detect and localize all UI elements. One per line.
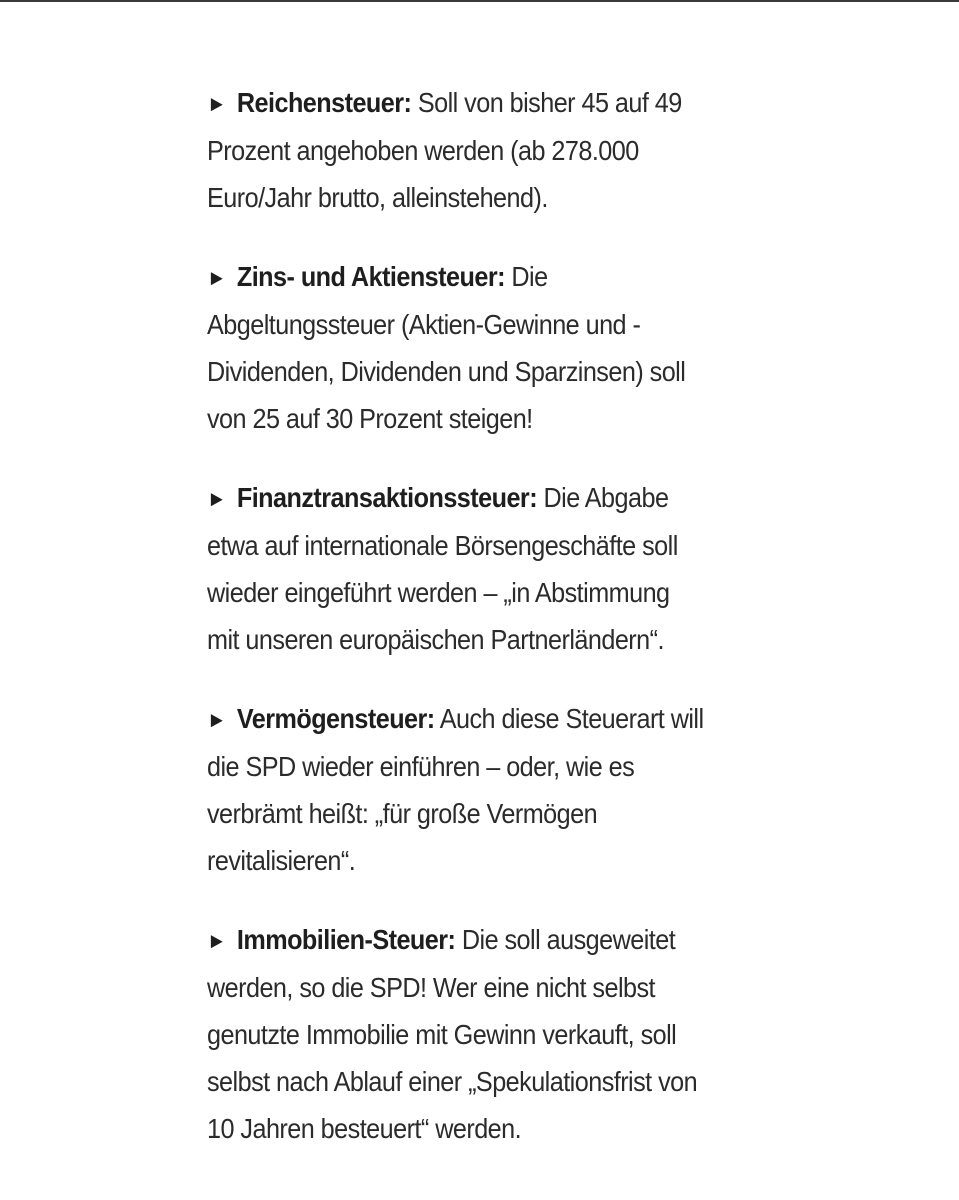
item-line: Abgeltungssteuer (Aktien-Gewinne und -	[207, 309, 641, 340]
item-line: etwa auf internationale Börsengeschäfte soll	[207, 530, 678, 561]
item-line: selbst nach Ablauf einer „Spekulationsfrist von	[207, 1066, 698, 1097]
item-first-line	[207, 916, 827, 964]
item-text: Die	[504, 261, 548, 292]
item-line: revitalisieren“.	[207, 845, 356, 876]
list-item-reichensteuer	[207, 79, 827, 221]
triangle-bullet-icon: ►	[207, 928, 227, 953]
list-item-finanztransaktionssteuer	[207, 474, 827, 663]
item-term: Finanztransaktionssteuer:	[236, 482, 538, 513]
item-term: Immobilien-Steuer:	[236, 924, 456, 955]
item-first-line	[207, 474, 827, 522]
list-item-vermoegensteuer	[207, 695, 827, 884]
triangle-bullet-icon: ►	[207, 486, 227, 511]
list-item-immobilien-steuer	[207, 916, 827, 1152]
item-line: verbrämt heißt: „für große Vermögen	[207, 798, 598, 829]
item-first-line	[207, 253, 827, 301]
item-text: Soll von bisher 45 auf 49	[411, 87, 682, 118]
item-line: die SPD wieder einführen – oder, wie es	[207, 751, 635, 782]
item-text: Die soll ausgeweitet	[455, 924, 676, 955]
top-divider	[0, 0, 959, 2]
item-line: Prozent angehoben werden (ab 278.000	[207, 135, 639, 166]
item-line: wieder eingeführt werden – „in Abstimmung	[207, 577, 670, 608]
item-term: Zins- und Aktiensteuer:	[236, 261, 505, 292]
item-first-line	[207, 79, 827, 127]
item-text: Die Abgabe	[537, 482, 669, 513]
item-line: Dividenden, Dividenden und Sparzinsen) soll	[207, 356, 686, 387]
item-first-line	[207, 695, 827, 743]
item-line: werden, so die SPD! Wer eine nicht selbst	[207, 972, 656, 1003]
triangle-bullet-icon: ►	[207, 265, 227, 290]
triangle-bullet-icon: ►	[207, 707, 227, 732]
item-term: Vermögensteuer:	[236, 703, 435, 734]
item-term: Reichensteuer:	[236, 87, 412, 118]
triangle-bullet-icon: ►	[207, 91, 227, 116]
item-line: genutzte Immobilie mit Gewinn verkauft, soll	[207, 1019, 677, 1050]
item-line: mit unseren europäischen Partnerländern“.	[207, 624, 664, 655]
item-text: Auch diese Steuerart will	[434, 703, 704, 734]
list-item-zins-aktiensteuer	[207, 253, 827, 442]
tax-list	[207, 79, 827, 1152]
item-line: Euro/Jahr brutto, alleinstehend).	[207, 182, 548, 213]
item-line: 10 Jahren besteuert“ werden.	[207, 1113, 522, 1144]
item-line: von 25 auf 30 Prozent steigen!	[207, 403, 533, 434]
